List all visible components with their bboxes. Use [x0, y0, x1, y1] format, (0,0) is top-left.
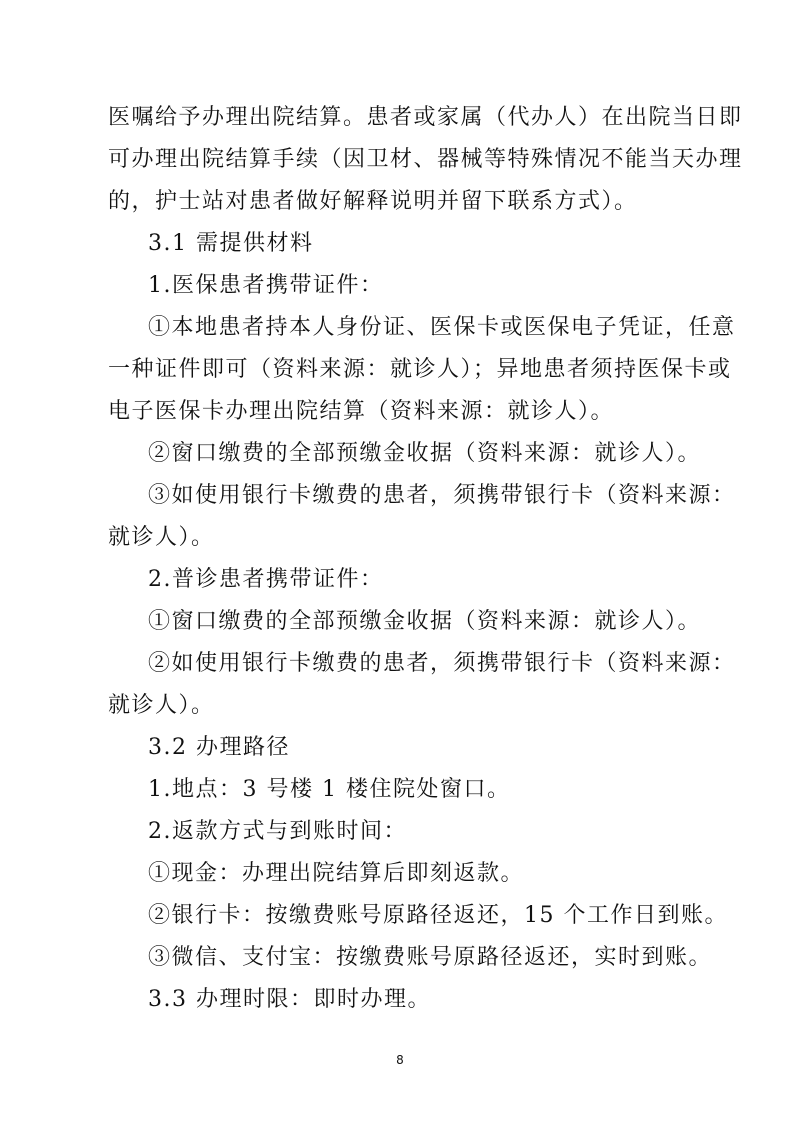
paragraph-line: 医嘱给予办理出院结算。患者或家属（代办人）在出院当日即 [108, 105, 743, 130]
paragraph-line: ③如使用银行卡缴费的患者，须携带银行卡（资料来源： [148, 483, 736, 508]
subsection-heading: 2.普诊患者携带证件： [148, 567, 384, 592]
paragraph-line: ②窗口缴费的全部预缴金收据（资料来源：就诊人）。 [148, 441, 702, 466]
section-heading: 3.1 需提供材料 [148, 231, 314, 256]
paragraph-line: 一种证件即可（资料来源：就诊人）；异地患者须持医保卡或 [108, 357, 732, 382]
paragraph-line: 就诊人）。 [108, 525, 215, 550]
paragraph-line: ③微信、支付宝：按缴费账号原路径返还，实时到账。 [148, 945, 713, 970]
paragraph-line: ②银行卡：按缴费账号原路径返还，15 个工作日到账。 [148, 903, 728, 928]
paragraph-line: ①现金：办理出院结算后即刻返款。 [148, 861, 525, 886]
paragraph-line: 就诊人）。 [108, 693, 215, 718]
subsection-heading: 2.返款方式与到账时间： [148, 819, 407, 844]
paragraph-line: 的，护士站对患者做好解释说明并留下联系方式）。 [108, 189, 638, 214]
section-heading: 3.3 办理时限：即时办理。 [148, 987, 431, 1012]
section-heading: 3.2 办理路径 [148, 735, 290, 760]
paragraph-line: 电子医保卡办理出院结算（资料来源：就诊人）。 [108, 399, 615, 424]
paragraph-line: 1.地点：3 号楼 1 楼住院处窗口。 [148, 777, 511, 802]
paragraph-line: ①本地患者持本人身份证、医保卡或医保电子凭证，任意 [148, 315, 736, 340]
subsection-heading: 1.医保患者携带证件： [148, 273, 384, 298]
paragraph-line: ①窗口缴费的全部预缴金收据（资料来源：就诊人）。 [148, 609, 702, 634]
paragraph-line: 可办理出院结算手续（因卫材、器械等特殊情况不能当天办理 [108, 147, 743, 172]
page-number: 8 [396, 1053, 404, 1067]
paragraph-line: ②如使用银行卡缴费的患者，须携带银行卡（资料来源： [148, 651, 736, 676]
